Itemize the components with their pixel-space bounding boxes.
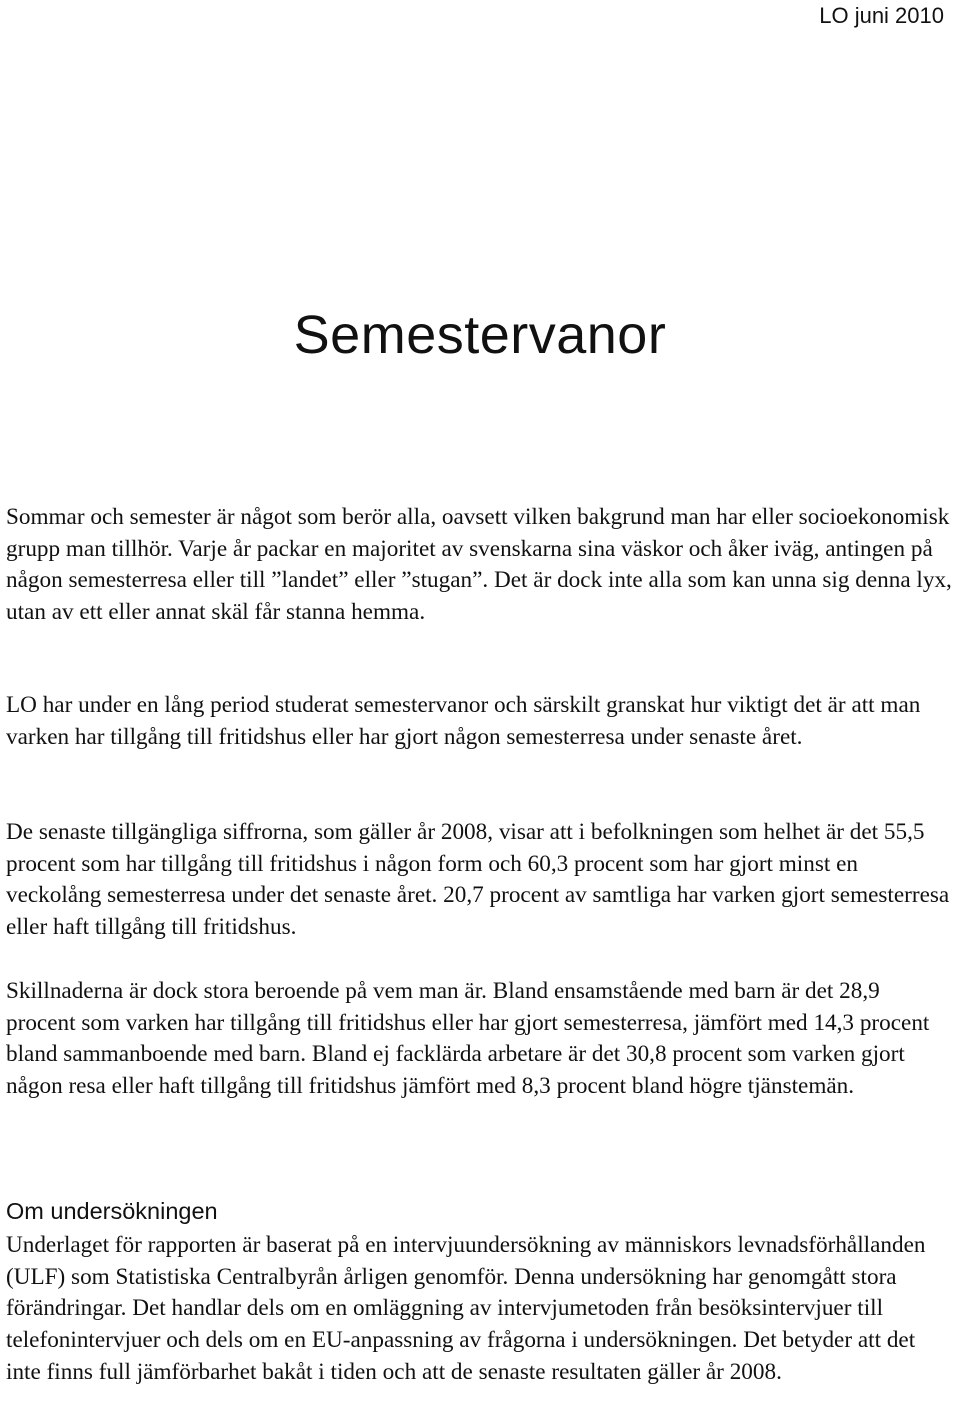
intro-paragraph: Sommar och semester är något som berör alla, oavsett vilken bakgrund man har eller socioekonomisk grupp man tillhör. Varje år packar en majoritet av svenskarna sina väskor och åker iväg, antingen på någon semesterresa eller till ”landet” eller ”stugan”. Det är dock inte alla som kan unna sig denna lyx, utan av ett eller annat skäl får stanna hemma. (6, 504, 952, 626)
section-heading: Om undersökningen (6, 1198, 218, 1224)
study-paragraph: LO har under en lång period studerat semestervanor och särskilt granskat hur viktigt det är att man varken har tillgång till fritidshus eller har gjort någon semesterresa under senaste året. (6, 692, 921, 750)
differences-paragraph: Skillnaderna är dock stora beroende på vem man är. Bland ensamstående med barn är det 28,9 procent som varken har tillgång till fritidshus eller har gjort semesterresa, jämfört med 14,3 procent bland sammanboende med barn. Bland ej facklärda arbetare är det 30,8 procent som varken gjort någon resa eller haft tillgång till fritidshus jämfört med 8,3 procent bland högre tjänstemän. (6, 978, 930, 1100)
header-date: LO juni 2010 (819, 3, 944, 28)
survey-paragraph: Underlaget för rapporten är baserat på en intervjuundersökning av människors levnadsförhållanden (ULF) som Statistiska Centralbyrån årligen genomför. Denna undersökning har genomgått stora förändringar. Det handlar dels om en omläggning av intervjumetoden från besöksintervjuer till telefonintervjuer och dels om en EU-anpassning av frågorna i undersökningen. Det betyder att det inte finns full jämförbarhet bakåt i tiden och att de senaste resultaten gäller år 2008. (6, 1232, 926, 1385)
page-title: Semestervanor (293, 305, 667, 365)
statistics-paragraph: De senaste tillgängliga siffrorna, som gäller år 2008, visar att i befolkningen som helhet är det 55,5 procent som har tillgång till fritidshus i någon form och 60,3 procent som har gjort minst en veckolång semesterresa under det senaste året. 20,7 procent av samtliga har varken gjort semesterresa eller haft tillgång till fritidshus. (6, 819, 950, 941)
